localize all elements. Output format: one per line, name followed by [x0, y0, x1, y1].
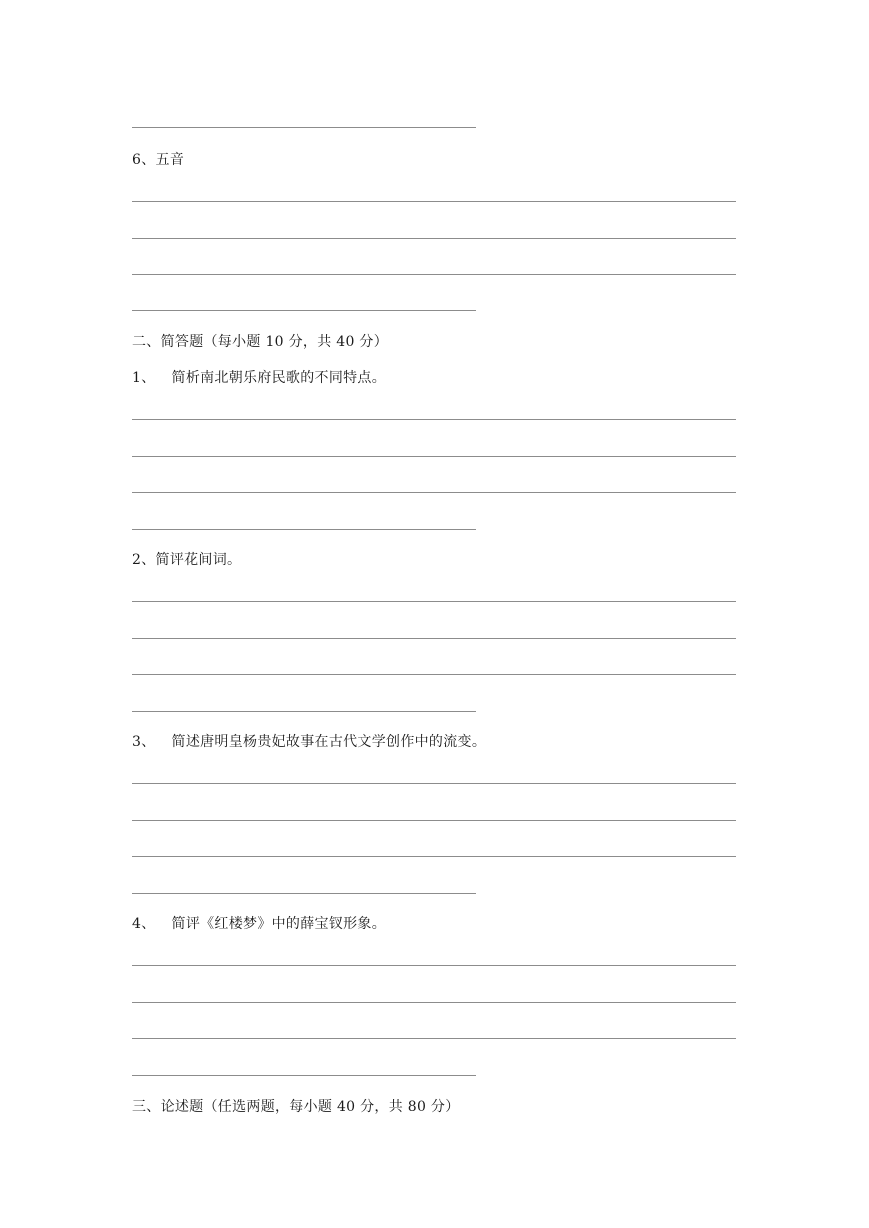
answer-line — [132, 893, 476, 894]
answer-line — [132, 238, 736, 239]
section-heading-short-answer: 二、简答题（每小题 10 分，共 40 分） — [132, 334, 389, 350]
question-number: 3、 — [132, 734, 156, 750]
answer-line — [132, 274, 736, 275]
answer-line — [132, 201, 736, 202]
answer-line — [132, 965, 736, 966]
answer-line — [132, 1075, 476, 1076]
answer-line — [132, 456, 736, 457]
short-answer-question-1 — [132, 369, 386, 387]
answer-line — [132, 1038, 736, 1039]
question-number: 2、 — [132, 552, 156, 568]
answer-line — [132, 492, 736, 493]
answer-line — [132, 1002, 736, 1003]
answer-line — [132, 127, 476, 128]
question-text: 简述唐明皇杨贵妃故事在古代文学创作中的流变。 — [171, 734, 487, 750]
question-text: 简析南北朝乐府民歌的不同特点。 — [171, 370, 387, 386]
short-answer-question-2 — [132, 551, 241, 569]
answer-line — [132, 601, 736, 602]
question-text: 五音 — [155, 152, 185, 168]
question-6 — [132, 151, 184, 169]
answer-line — [132, 783, 736, 784]
question-number: 6、 — [132, 152, 156, 168]
answer-line — [132, 419, 736, 420]
answer-line — [132, 856, 736, 857]
question-number: 4、 — [132, 916, 156, 932]
question-number: 1、 — [132, 370, 156, 386]
question-text: 简评《红楼梦》中的薛宝钗形象。 — [171, 916, 387, 932]
short-answer-question-3 — [132, 733, 486, 751]
short-answer-question-4 — [132, 915, 386, 933]
answer-line — [132, 820, 736, 821]
answer-line — [132, 638, 736, 639]
answer-line — [132, 529, 476, 530]
answer-line — [132, 310, 476, 311]
answer-line — [132, 711, 476, 712]
question-text: 简评花间词。 — [155, 552, 242, 568]
section-heading-essay: 三、论述题（任选两题，每小题 40 分，共 80 分） — [132, 1099, 460, 1115]
answer-line — [132, 674, 736, 675]
